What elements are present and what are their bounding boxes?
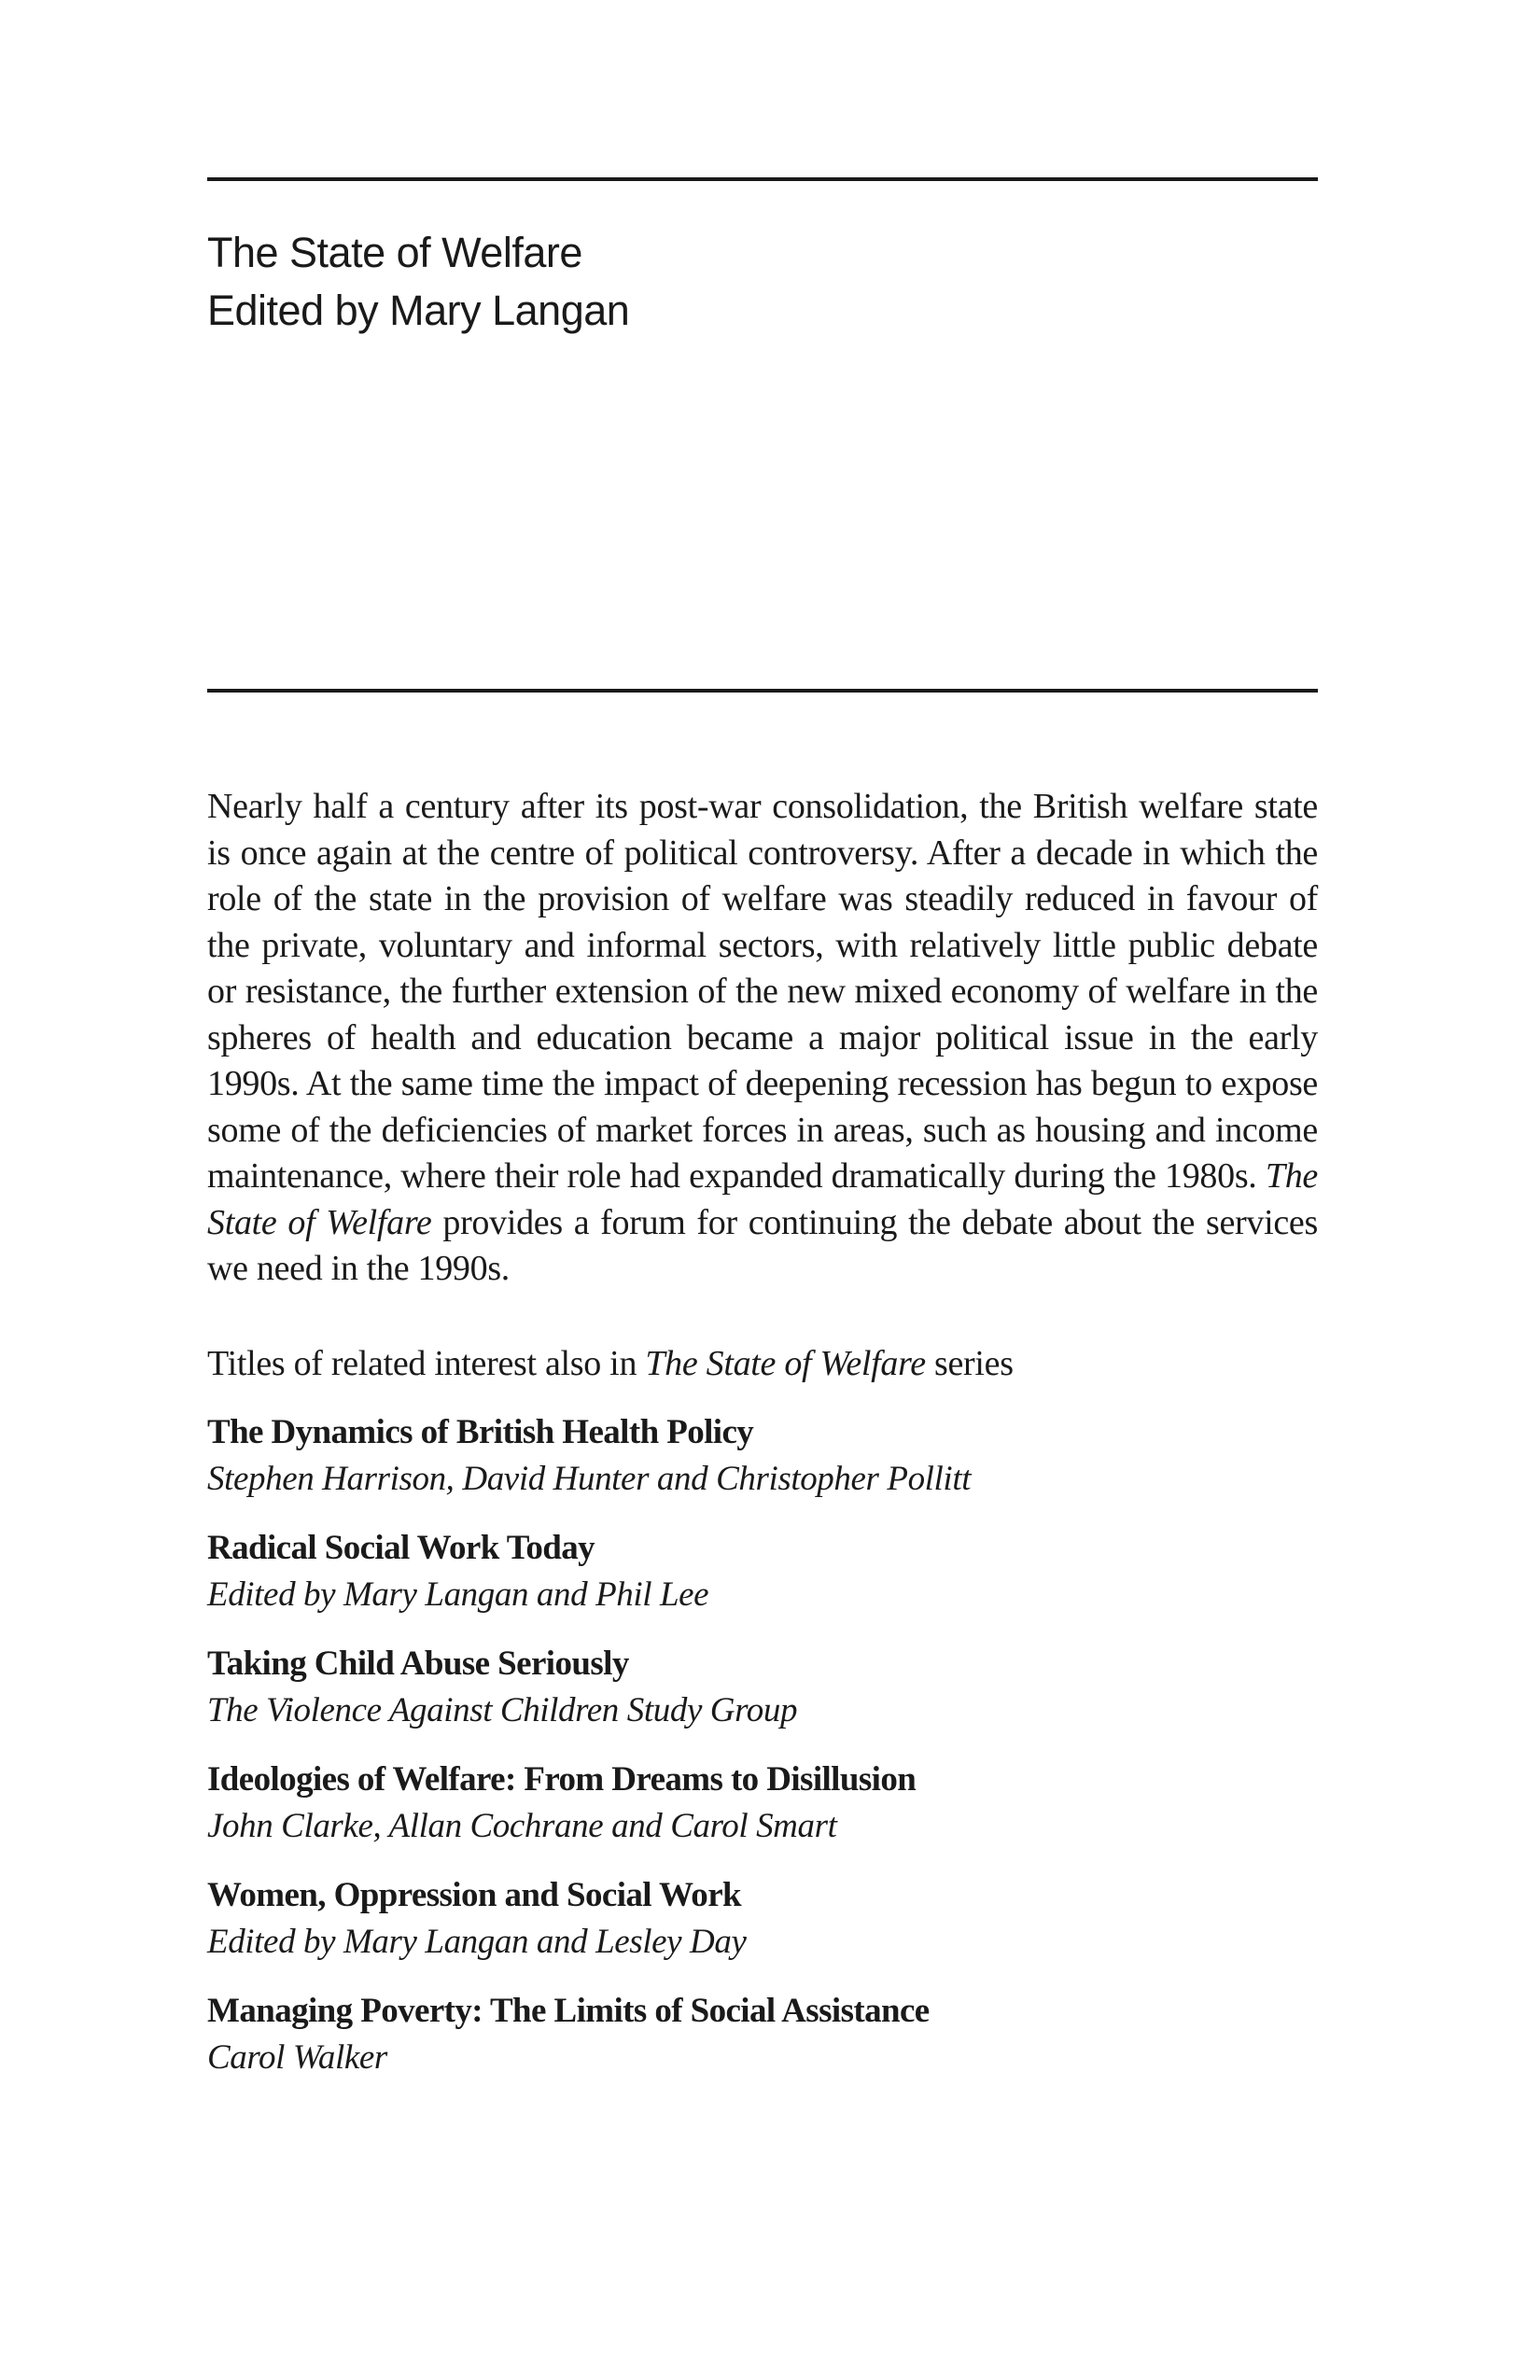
list-item (207, 1988, 1318, 2081)
bottom-rule (207, 689, 1318, 693)
description-text-1: Nearly half a century after its post-war consolidation, the British welfare state is once again at the centre of political controversy. After a decade in which the role of the state in the provision of welfare was steadily reduced in favour of the private, voluntary and informal sectors, with relatively little public debate or resistance, the further extension of the new mixed economy of welfare in the spheres of health and education became a major political issue in the early 1990s. At the same time the impact of deepening recession has begun to expose some of the deficiencies of market forces in areas, such as housing and income maintenance, where their role had expanded dramatically during the 1980s. (207, 787, 1318, 1196)
description-text-2: provides a forum for continuing the debate about the services we need in the 1990s. (207, 1202, 1318, 1288)
list-item (207, 1757, 1318, 1850)
top-rule (207, 177, 1318, 181)
book-title: Managing Poverty: The Limits of Social Assistance (207, 1992, 930, 2030)
book-title: Ideologies of Welfare: From Dreams to Disillusion (207, 1760, 917, 1799)
book-title: The Dynamics of British Health Policy (207, 1413, 754, 1451)
related-intro-series-title: The State of Welfare (645, 1344, 926, 1383)
list-item (207, 1641, 1318, 1734)
book-title: Taking Child Abuse Seriously (207, 1645, 629, 1683)
list-item (207, 1872, 1318, 1966)
book-authors: Stephen Harrison, David Hunter and Christopher Pollitt (207, 1460, 972, 1498)
book-authors: John Clarke, Allan Cochrane and Carol Smart (207, 1807, 837, 1845)
series-title: The State of Welfare (207, 229, 582, 276)
related-titles-list (207, 1409, 1318, 2104)
description-series-title: The State of Welfare (207, 1156, 1318, 1242)
series-description (207, 784, 1318, 1293)
related-titles-intro (207, 1340, 1318, 1387)
book-title: Radical Social Work Today (207, 1529, 595, 1567)
book-authors: Carol Walker (207, 2038, 387, 2077)
book-title: Women, Oppression and Social Work (207, 1876, 742, 1914)
book-authors: The Violence Against Children Study Group (207, 1691, 798, 1729)
list-item (207, 1525, 1318, 1618)
book-authors: Edited by Mary Langan and Phil Lee (207, 1575, 709, 1614)
related-intro-text-1: Titles of related interest also in (207, 1344, 646, 1383)
book-authors: Edited by Mary Langan and Lesley Day (207, 1923, 747, 1961)
list-item (207, 1409, 1318, 1503)
series-editor: Edited by Mary Langan (207, 287, 630, 334)
related-intro-text-2: series (925, 1344, 1014, 1383)
series-heading (207, 224, 629, 340)
